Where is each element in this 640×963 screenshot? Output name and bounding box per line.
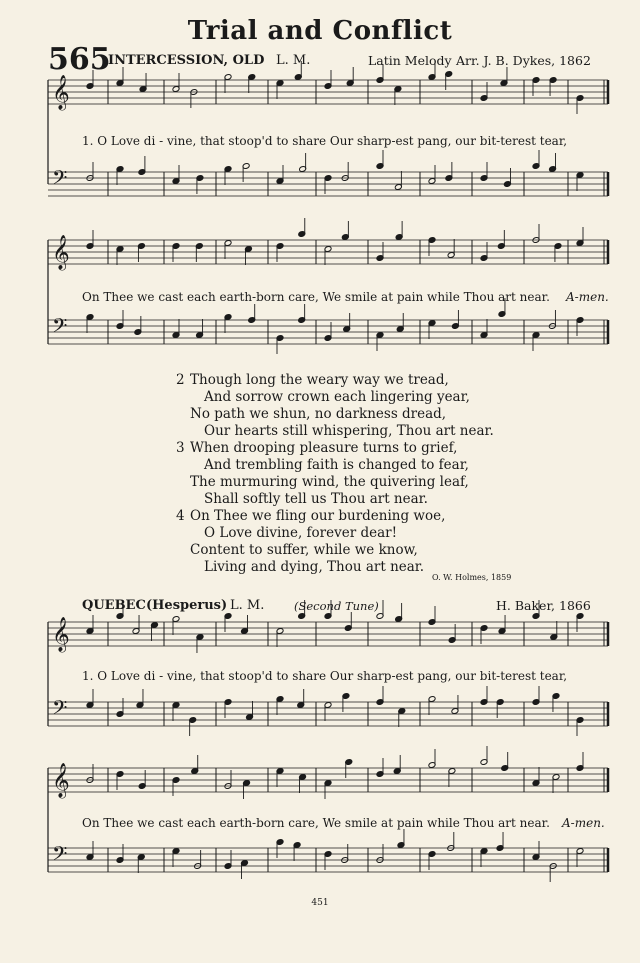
bass-clef-icon: 𝄢 <box>52 166 68 194</box>
verse-line: Content to suffer, while we know, <box>190 542 418 558</box>
verse-number: 4 <box>176 508 185 524</box>
verse-line: And trembling faith is changed to fear, <box>204 457 469 473</box>
verse-line: When drooping pleasure turns to grief, <box>190 440 458 456</box>
verse-number: 2 <box>176 372 185 388</box>
treble-staff <box>48 61 608 114</box>
verse-line: Though long the weary way we tread, <box>190 372 449 388</box>
verse-line: No path we shun, no darkness dread, <box>190 406 447 422</box>
tune-name: INTERCESSION, OLD <box>108 53 265 68</box>
bass-clef-icon: 𝄢 <box>52 696 68 724</box>
verse-number: 3 <box>176 440 185 456</box>
lyric-line-1: 1. O Love di - vine, that stoop'd to share Our sharp-est pang, our bit-terest tear, <box>82 134 568 148</box>
treble-staff <box>48 218 608 271</box>
verse-line: O Love divine, forever dear! <box>204 525 398 541</box>
amen: A-men. <box>566 290 609 304</box>
second-tune-composer: H. Baker, 1866 <box>496 598 591 613</box>
second-tune-name: QUEBEC <box>82 598 146 613</box>
verse-line: Shall softly tell us Thou art near. <box>204 491 428 507</box>
page-title: Trial and Conflict <box>187 16 453 46</box>
page-number: 451 <box>311 898 329 908</box>
second-tune-meter: L. M. <box>230 598 265 613</box>
verse-line: Our hearts still whispering, Thou art near. <box>204 423 494 439</box>
bass-clef-icon: 𝄢 <box>52 314 68 342</box>
lyric-line-2: On Thee we cast each earth-born care, We smile at pain while Thou art near. <box>82 290 550 304</box>
bass-staff <box>48 829 608 882</box>
composer-right: Arr. J. B. Dykes, 1862 <box>456 53 591 68</box>
treble-staff <box>48 746 608 799</box>
treble-clef-icon: 𝄞 <box>52 75 70 110</box>
bass-staff <box>48 686 608 736</box>
bass-clef-icon: 𝄢 <box>52 842 68 870</box>
lyric-line-4: On Thee we cast each earth-born care, We smile at pain while Thou art near. <box>82 816 550 830</box>
attribution: O. W. Holmes, 1859 <box>432 573 512 582</box>
treble-clef-icon: 𝄞 <box>52 763 70 798</box>
verse-line: On Thee we fling our burdening woe, <box>190 508 446 524</box>
composer-left: Latin Melody <box>368 53 452 68</box>
treble-clef-icon: 𝄞 <box>52 235 70 270</box>
meter: L. M. <box>276 53 311 68</box>
verse-line: Living and dying, Thou art near. <box>204 559 425 575</box>
bass-staff <box>48 150 608 196</box>
hymn-number: 565 <box>48 42 111 77</box>
second-tune-label: (Second Tune) <box>294 599 379 613</box>
second-tune-alt-name: (Hesperus) <box>146 598 228 613</box>
lyric-line-3: 1. O Love di - vine, that stoop'd to share Our sharp-est pang, our bit-terest tear, <box>82 669 568 683</box>
treble-clef-icon: 𝄞 <box>52 617 70 652</box>
bass-staff <box>48 298 608 354</box>
verse-line: And sorrow crown each lingering year, <box>204 389 470 405</box>
second-amen: A-men. <box>562 816 605 830</box>
verse-line: The murmuring wind, the quivering leaf, <box>190 474 469 490</box>
